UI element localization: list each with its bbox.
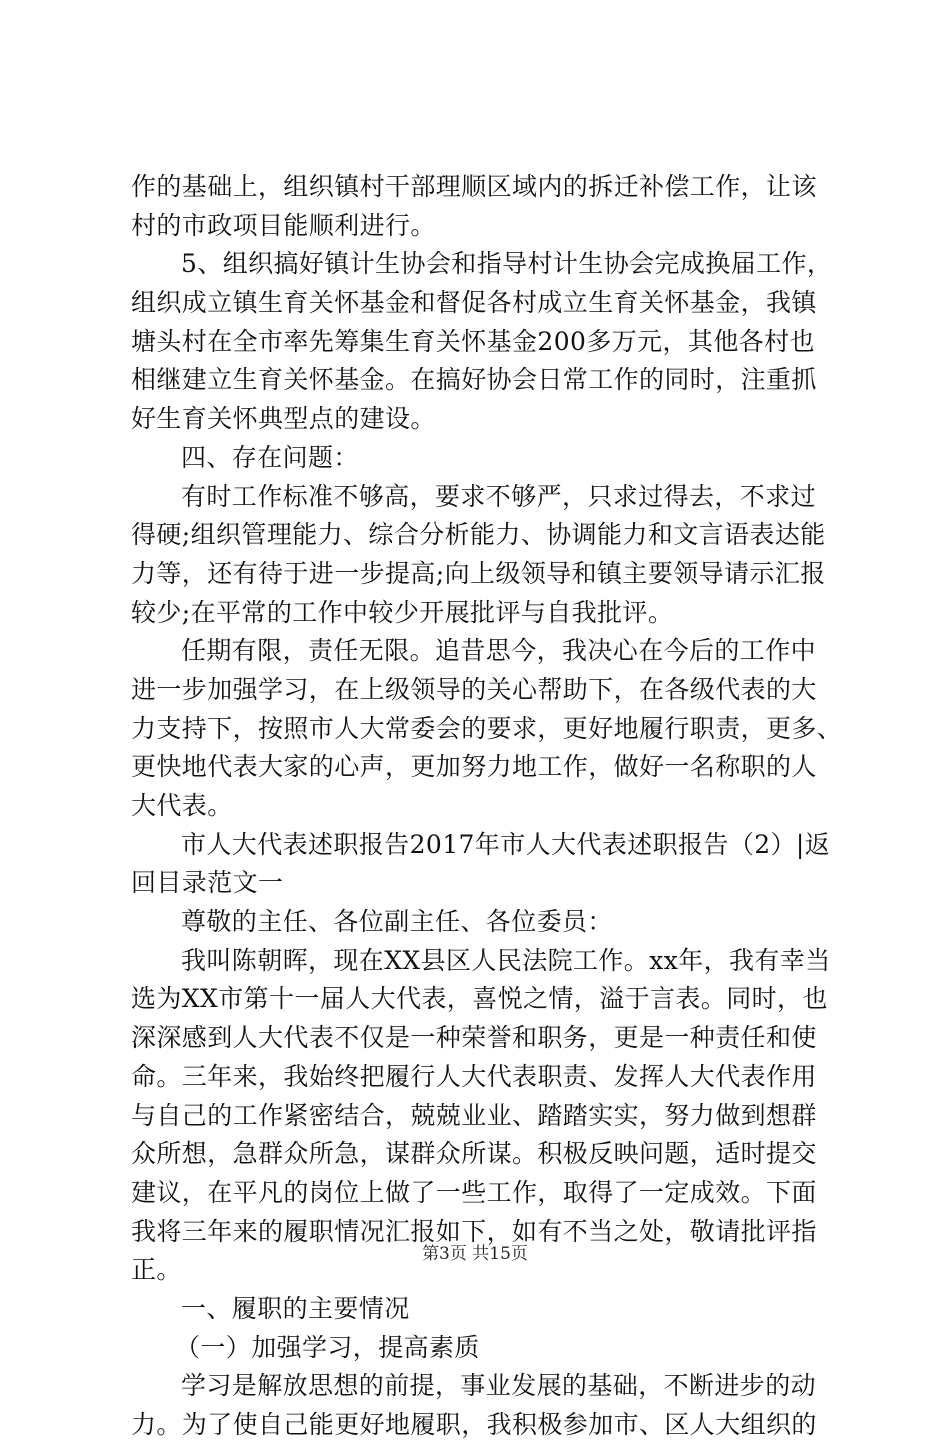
text-line: 建议，在平凡的岗位上做了一些工作，取得了一定成效。下面	[131, 1177, 817, 1207]
text-line: 任期有限，责任无限。追昔思今，我决心在今后的工作中	[181, 636, 817, 666]
text-line: 5、组织搞好镇计生协会和指导村计生协会完成换届工作，	[181, 249, 833, 279]
text-line: 作的基础上，组织镇村干部理顺区域内的拆迁补偿工作，让该	[131, 172, 817, 201]
text-line: 有时工作标准不够高，要求不够严，只求过得去，不求过	[181, 481, 817, 511]
section-heading: 四、存在问题：	[181, 442, 359, 472]
text-line: 我叫陈朝晖，现在XX县区人民法院工作。xx年，我有幸当	[181, 945, 831, 975]
text-line: 较少;在平常的工作中较少开展批评与自我批评。	[131, 597, 674, 627]
text-line: 好生育关怀典型点的建设。	[131, 404, 436, 434]
text-line: 我将三年来的履职情况汇报如下，如有不当之处，敬请批评指	[131, 1216, 817, 1246]
subsection-heading: （一）加强学习，提高素质	[175, 1332, 480, 1362]
text-line: 市人大代表述职报告2017年市人大代表述职报告（2）|返	[181, 829, 831, 859]
text-line: 大代表。	[131, 791, 233, 820]
section-heading: 一、履职的主要情况	[181, 1293, 410, 1323]
text-line: 众所想，急群众所急，谋群众所谋。积极反映问题，适时提交	[131, 1139, 817, 1169]
text-line: 力。为了使自己能更好地履职，我积极参加市、区人大组织的	[131, 1410, 817, 1439]
text-line: 相继建立生育关怀基金。在搞好协会日常工作的同时，注重抓	[131, 365, 817, 395]
salutation: 尊敬的主任、各位副主任、各位委员：	[181, 907, 613, 937]
text-line: 进一步加强学习，在上级领导的关心帮助下，在各级代表的大	[131, 674, 817, 704]
text-line: 学习是解放思想的前提，事业发展的基础，不断进步的动	[181, 1371, 817, 1401]
text-line: 组织成立镇生育关怀基金和督促各村成立生育关怀基金，我镇	[131, 288, 817, 318]
text-line: 与自己的工作紧密结合，兢兢业业、踏踏实实，努力做到想群	[131, 1100, 817, 1130]
text-line: 塘头村在全市率先筹集生育关怀基金200多万元，其他各村也	[131, 326, 815, 356]
text-line: 正。	[131, 1255, 182, 1285]
text-line: 力等，还有待于进一步提高;向上级领导和镇主要领导请示汇报	[131, 558, 826, 588]
text-line: 力支持下，按照市人大常委会的要求，更好地履行职责，更多、	[131, 713, 843, 743]
text-line: 更快地代表大家的心声，更加努力地工作，做好一名称职的人	[131, 752, 817, 782]
text-line: 回目录范文一	[131, 868, 284, 898]
page-number: 第3页 共15页	[422, 1244, 528, 1264]
text-line: 命。三年来，我始终把履行人大代表职责、发挥人大代表作用	[131, 1061, 817, 1091]
text-line: 深深感到人大代表不仅是一种荣誉和职务，更是一种责任和使	[131, 1023, 817, 1053]
text-line: 选为XX市第十一届人大代表，喜悦之情，溢于言表。同时，也	[131, 984, 828, 1014]
text-line: 村的市政项目能顺利进行。	[131, 210, 436, 240]
text-line: 得硬;组织管理能力、综合分析能力、协调能力和文言语表达能	[131, 520, 826, 550]
